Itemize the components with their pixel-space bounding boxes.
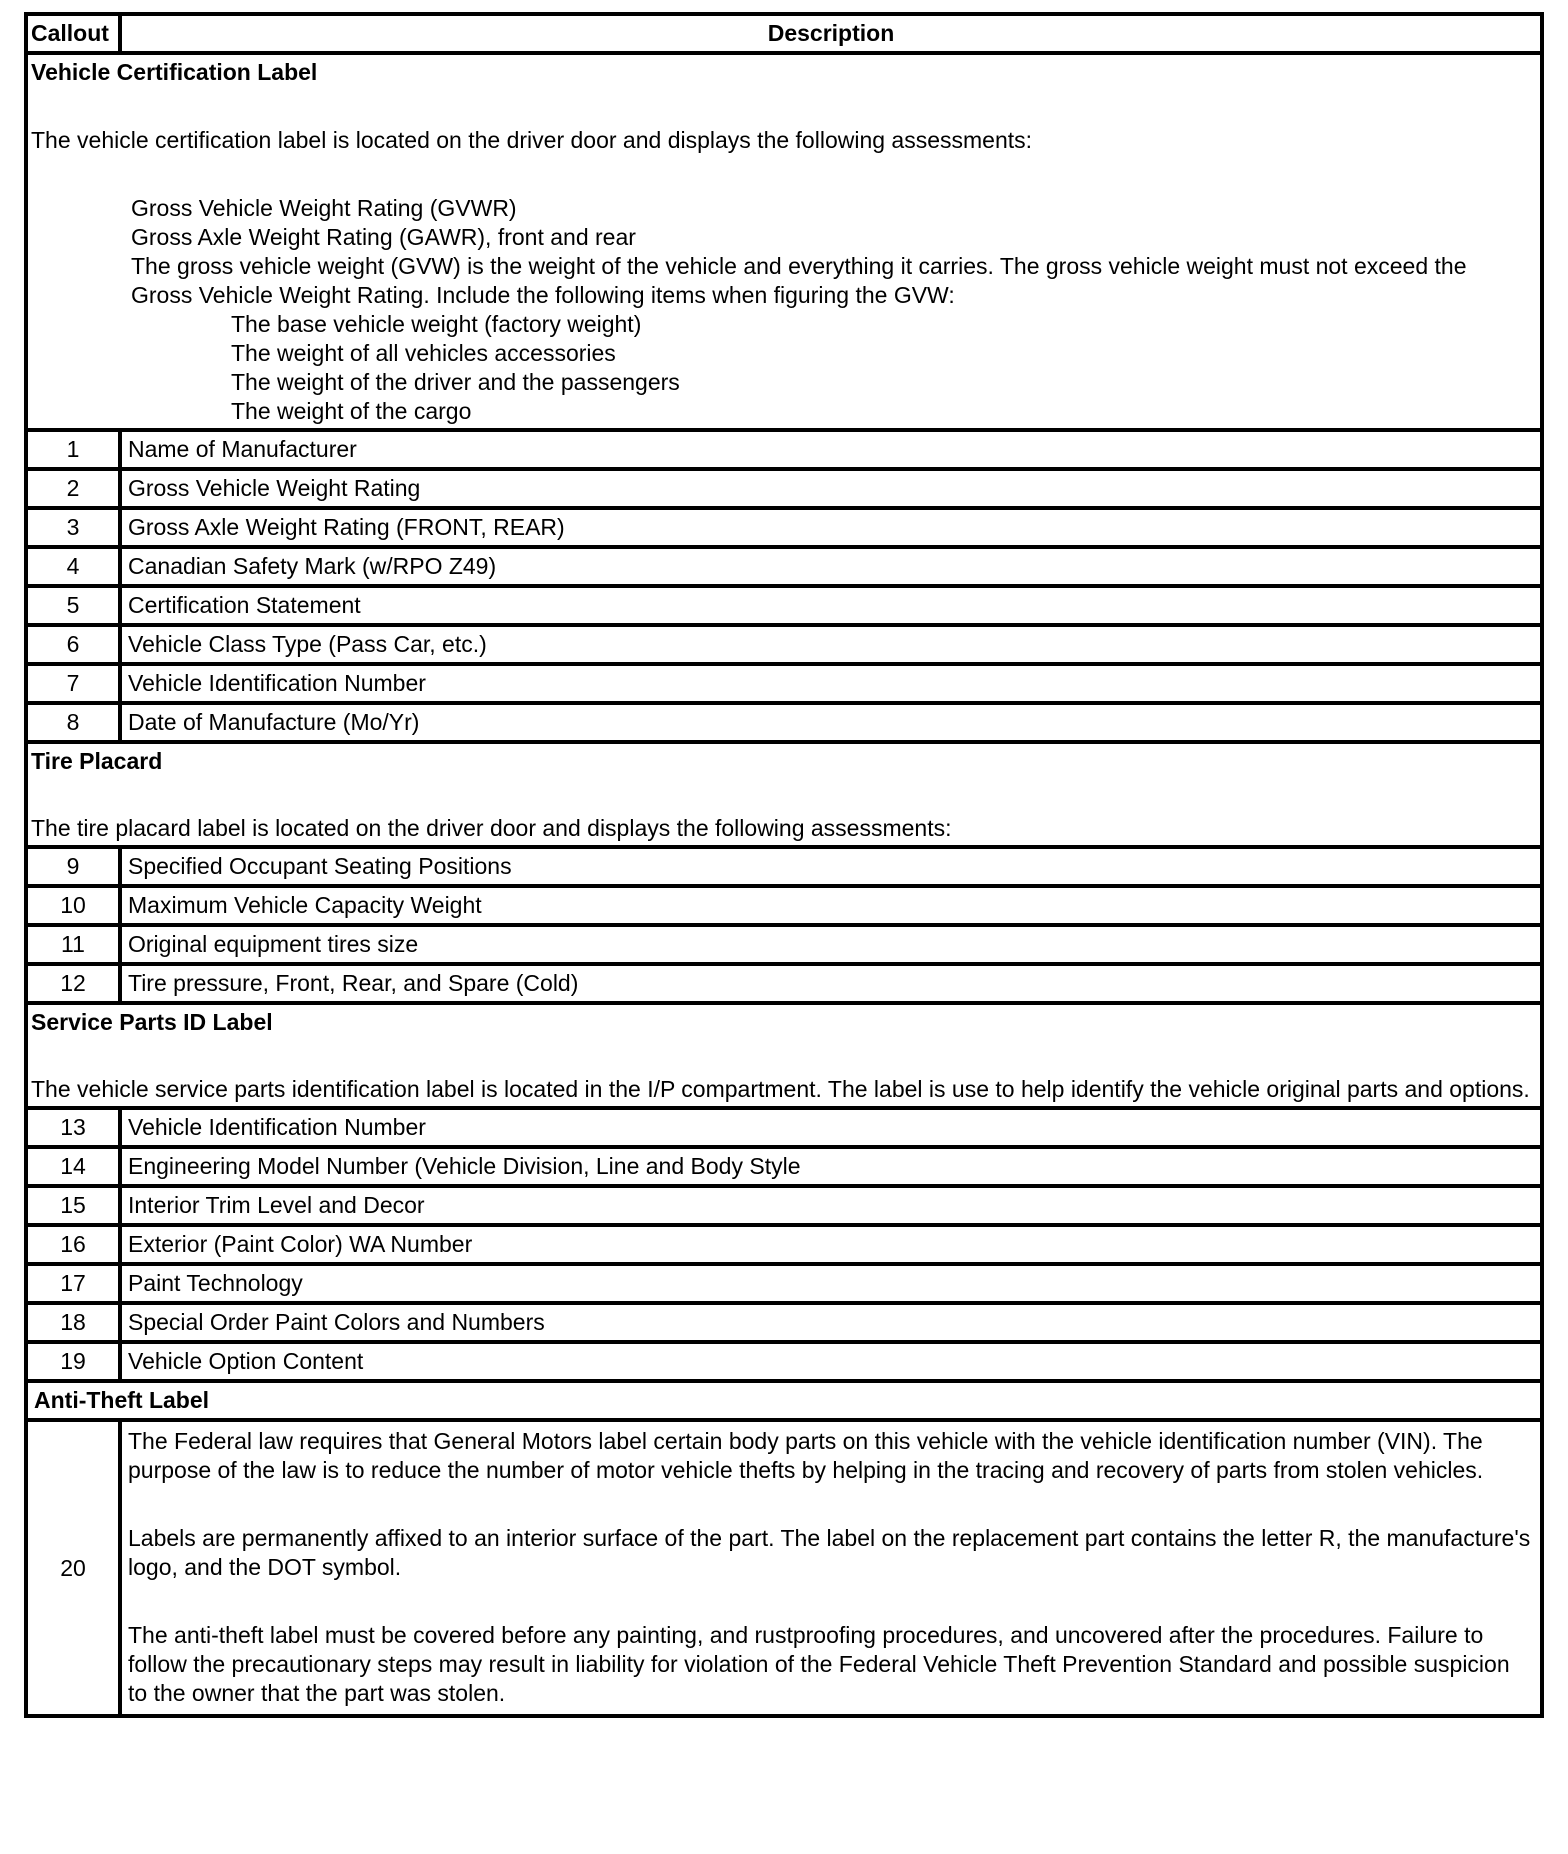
callout-description: Tire pressure, Front, Rear, and Spare (Cold) [120, 964, 1542, 1003]
callout-description: Canadian Safety Mark (w/RPO Z49) [120, 547, 1542, 586]
callout-description: Paint Technology [120, 1264, 1542, 1303]
section-cell [26, 742, 1542, 847]
callout-number: 1 [26, 430, 120, 469]
section-title: Anti-Theft Label [34, 1387, 210, 1413]
table-row [26, 469, 1542, 508]
callout-number: 16 [26, 1225, 120, 1264]
callout-number: 7 [26, 664, 120, 703]
header-row [26, 14, 1542, 53]
table-row [26, 1420, 1542, 1716]
callout-number: 3 [26, 508, 120, 547]
table-row [26, 1264, 1542, 1303]
list-item: The gross vehicle weight (GVW) is the weight of the vehicle and everything it carries. The gross vehicle weight must not exceed the Gross Vehicle Weight Rating. Include the following items when figuring the GVW: [131, 253, 1467, 308]
section-cell [26, 1003, 1542, 1108]
callout-description: Special Order Paint Colors and Numbers [120, 1303, 1542, 1342]
callout-description: Gross Vehicle Weight Rating [120, 469, 1542, 508]
table-row [26, 964, 1542, 1003]
callout-number: 10 [26, 886, 120, 925]
callout-number: 12 [26, 964, 120, 1003]
callout-description: Vehicle Class Type (Pass Car, etc.) [120, 625, 1542, 664]
table-row [26, 847, 1542, 886]
callout-number: 4 [26, 547, 120, 586]
section-title: Vehicle Certification Label [31, 59, 318, 85]
table-row [26, 1342, 1542, 1381]
callout-table-page [24, 12, 1544, 1718]
table-row [26, 1147, 1542, 1186]
callout-description: Interior Trim Level and Decor [120, 1186, 1542, 1225]
section-title: Tire Placard [31, 748, 163, 774]
callout-number: 15 [26, 1186, 120, 1225]
table-row [26, 625, 1542, 664]
header-callout: Callout [26, 14, 120, 53]
section-cell [26, 1381, 1542, 1420]
list-item: Gross Vehicle Weight Rating (GVWR) [131, 195, 517, 221]
table-row [26, 1108, 1542, 1147]
paragraph: Labels are permanently affixed to an interior surface of the part. The label on the replacement part contains the letter R, the manufacture's logo, and the DOT symbol. [128, 1525, 1531, 1580]
table-row [26, 703, 1542, 742]
gvw-sublist [231, 310, 1537, 426]
table-row [26, 430, 1542, 469]
section-anti-theft [26, 1381, 1542, 1420]
paragraph: The anti-theft label must be covered before any painting, and rustproofing procedures, and uncovered after the procedures. Failure to follow the precautionary steps may result in liability for violation of the Federal Vehicle Theft Prevention Standard and possible suspicion to the owner that the part was stolen. [128, 1622, 1510, 1706]
table-row [26, 547, 1542, 586]
sublist-item: The weight of the cargo [231, 398, 472, 424]
callout-number: 13 [26, 1108, 120, 1147]
section-intro: The tire placard label is located on the driver door and displays the following assessments: [31, 815, 952, 841]
section-cell [26, 53, 1542, 430]
callout-number: 5 [26, 586, 120, 625]
section-service-parts [26, 1003, 1542, 1108]
section-tire-placard [26, 742, 1542, 847]
callout-number: 14 [26, 1147, 120, 1186]
callout-table [24, 12, 1544, 1718]
callout-number: 2 [26, 469, 120, 508]
callout-description: Maximum Vehicle Capacity Weight [120, 886, 1542, 925]
callout-description: Date of Manufacture (Mo/Yr) [120, 703, 1542, 742]
list-item: Gross Axle Weight Rating (GAWR), front and rear [131, 224, 636, 250]
callout-description: Vehicle Option Content [120, 1342, 1542, 1381]
callout-number: 20 [26, 1420, 120, 1716]
header-description: Description [120, 14, 1542, 53]
anti-theft-description [120, 1420, 1542, 1716]
section-intro: The vehicle certification label is located on the driver door and displays the following assessments: [31, 127, 1033, 153]
sublist-item: The weight of all vehicles accessories [231, 340, 616, 366]
callout-number: 8 [26, 703, 120, 742]
table-row [26, 1225, 1542, 1264]
callout-number: 6 [26, 625, 120, 664]
section-intro: The vehicle service parts identification label is located in the I/P compartment. The label is use to help identify the vehicle original parts and options. [31, 1076, 1530, 1102]
table-row [26, 664, 1542, 703]
table-row [26, 886, 1542, 925]
section-title: Service Parts ID Label [31, 1009, 273, 1035]
callout-description: Gross Axle Weight Rating (FRONT, REAR) [120, 508, 1542, 547]
callout-description: Name of Manufacturer [120, 430, 1542, 469]
table-row [26, 1186, 1542, 1225]
callout-description: Engineering Model Number (Vehicle Division, Line and Body Style [120, 1147, 1542, 1186]
callout-description: Certification Statement [120, 586, 1542, 625]
table-row [26, 925, 1542, 964]
assessment-list [131, 194, 1537, 426]
sublist-item: The base vehicle weight (factory weight) [231, 311, 642, 337]
section-vehicle-certification [26, 53, 1542, 430]
callout-number: 19 [26, 1342, 120, 1381]
paragraph: The Federal law requires that General Motors label certain body parts on this vehicle with the vehicle identification number (VIN). The purpose of the law is to reduce the number of motor vehicle thefts by helping in the tracing and recovery of parts from stolen vehicles. [128, 1428, 1484, 1483]
callout-description: Vehicle Identification Number [120, 664, 1542, 703]
table-row [26, 1303, 1542, 1342]
callout-description: Vehicle Identification Number [120, 1108, 1542, 1147]
sublist-item: The weight of the driver and the passengers [231, 369, 680, 395]
callout-number: 9 [26, 847, 120, 886]
callout-number: 17 [26, 1264, 120, 1303]
table-row [26, 508, 1542, 547]
callout-description: Exterior (Paint Color) WA Number [120, 1225, 1542, 1264]
callout-description: Specified Occupant Seating Positions [120, 847, 1542, 886]
callout-description: Original equipment tires size [120, 925, 1542, 964]
callout-number: 11 [26, 925, 120, 964]
callout-number: 18 [26, 1303, 120, 1342]
table-row [26, 586, 1542, 625]
